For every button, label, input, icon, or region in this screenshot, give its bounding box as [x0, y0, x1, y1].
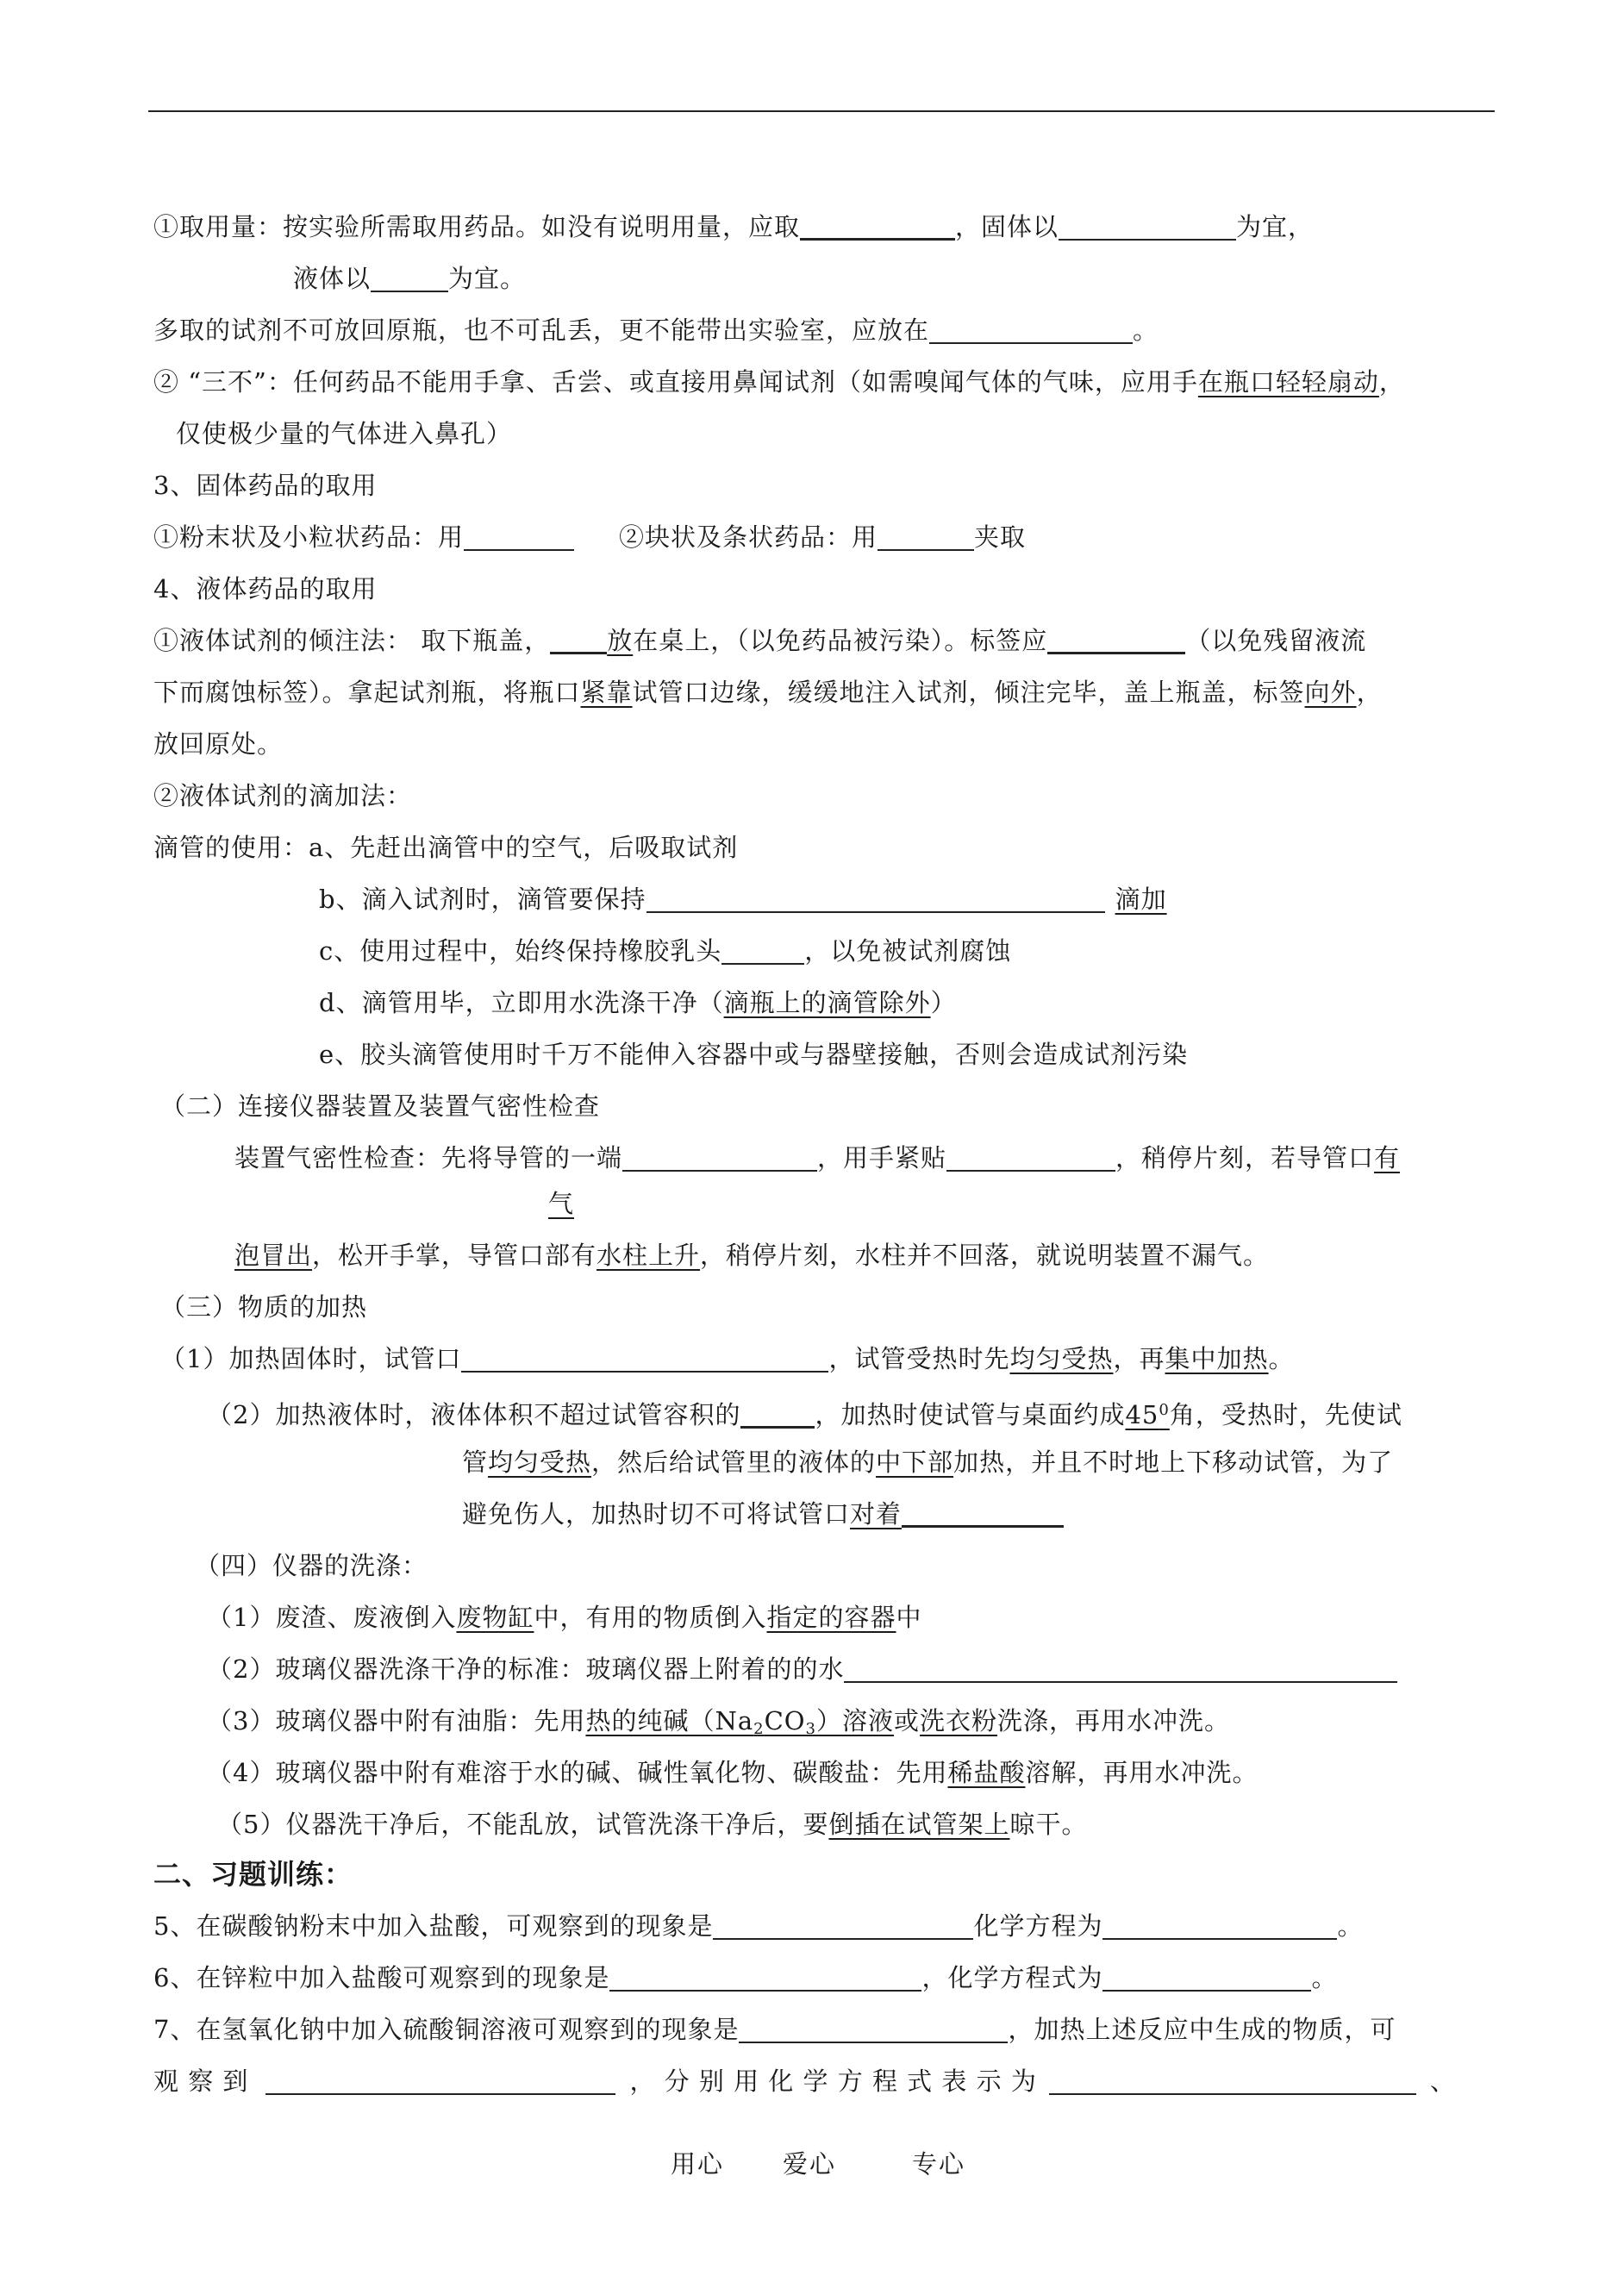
underlined-answer: 集中加热 [1165, 1344, 1269, 1373]
text: 液体以 [293, 264, 372, 293]
text: 仅使极少量的气体进入鼻孔） [176, 419, 513, 448]
line-three-nots-cont [176, 416, 512, 451]
text: ② “三不”：任何药品不能用手拿、舌尝、或直接用鼻闻试剂（如需嗅闻气体的气味，应用手 [153, 367, 1198, 397]
text: 试管口边缘，缓缓地注入试剂，倾注完毕，盖上瓶盖，标签 [632, 678, 1305, 707]
fill-blank[interactable] [265, 2067, 615, 2095]
text: （二）连接仪器装置及装置气密性检查 [160, 1091, 601, 1121]
question-7-cont [153, 2064, 1456, 2098]
text: d、滴管用毕，立即用水洗涤干净（ [319, 988, 724, 1017]
text: 中 [896, 1603, 922, 1632]
fill-blank[interactable] [550, 626, 607, 654]
text: ， [1356, 678, 1383, 707]
fill-blank[interactable] [713, 1912, 973, 1940]
subscript: 2 [753, 1720, 765, 1738]
underlined-answer: 稀盐酸 [947, 1758, 1026, 1787]
underlined-answer: 废物缸 [456, 1603, 534, 1632]
fill-blank[interactable] [1049, 2067, 1416, 2095]
subscript: 3 [805, 1720, 816, 1738]
question-5 [153, 1909, 1363, 1943]
text: ②液体试剂的滴加法： [153, 781, 413, 810]
fill-blank[interactable] [721, 937, 804, 965]
fill-blank[interactable] [461, 1345, 828, 1373]
underlined-answer: 泡冒出 [234, 1241, 313, 1270]
text: （四）仪器的洗涤： [195, 1551, 428, 1580]
footer-text-2: 爱心 [783, 2149, 837, 2179]
underlined-answer: 有 [1374, 1143, 1401, 1173]
line-dropping-method [153, 779, 412, 813]
question-6 [153, 1960, 1337, 1995]
line-dropper-e [319, 1037, 1188, 1072]
text: ，再 [1113, 1344, 1165, 1373]
underlined-answer: 均匀受热 [1009, 1344, 1114, 1373]
text: 4、液体药品的取用 [153, 574, 378, 603]
line-airtight-wrap [548, 1186, 574, 1221]
text: ，化学方程式为 [921, 1963, 1103, 1992]
text: 洗涤，再用水冲洗。 [997, 1706, 1231, 1735]
line-solid-tools [153, 520, 1026, 554]
fill-blank[interactable] [646, 885, 1105, 913]
text: 下而腐蚀标签）。拿起试剂瓶，将瓶口 [153, 678, 581, 707]
fill-blank[interactable] [946, 1144, 1115, 1172]
line-heat-liquid [207, 1393, 1402, 1432]
section-exercises [153, 1857, 353, 1892]
text: 6、在锌粒中加入盐酸可观察到的现象是 [153, 1963, 610, 1992]
fill-blank[interactable] [1059, 213, 1236, 241]
line-usage-amount [153, 209, 1314, 244]
fill-blank[interactable] [844, 1655, 1397, 1683]
text: 角，受热时，先使试 [1169, 1400, 1402, 1429]
underlined-answer: 紧靠 [580, 678, 633, 707]
fill-blank[interactable] [609, 1964, 921, 1992]
footer-text-3: 专心 [912, 2149, 966, 2179]
fill-blank[interactable] [800, 212, 955, 241]
text: ，固体以 [955, 212, 1059, 241]
text: 二、习题训练： [153, 1858, 353, 1891]
underlined-answer: 中下部 [876, 1448, 954, 1477]
text: 化学方程为 [973, 1911, 1103, 1941]
fill-blank[interactable] [1102, 1964, 1311, 1992]
section-solid-reagents [153, 468, 377, 503]
text: 放回原处。 [153, 729, 284, 759]
text: 5、在碳酸钠粉末中加入盐酸，可观察到的现象是 [153, 1911, 714, 1941]
text: 管 [462, 1448, 489, 1477]
underlined-answer: 在试管架上 [880, 1810, 1010, 1839]
text: 热的纯碱（Na [585, 1706, 754, 1735]
text: ，加热时使试管与桌面约成 [815, 1400, 1126, 1429]
text: （1）加热固体时，试管口 [160, 1344, 462, 1373]
underlined-answer: 水柱上升 [597, 1241, 701, 1270]
text: ①粉末状及小粒状药品：用 [153, 522, 465, 552]
fill-blank[interactable] [622, 1144, 817, 1172]
text: ，以免被试剂腐蚀 [804, 936, 1012, 966]
text: 晾干。 [1009, 1810, 1088, 1839]
line-dropper-c [319, 934, 1011, 968]
fill-blank[interactable] [1047, 626, 1185, 654]
section-washing [195, 1548, 428, 1583]
text: （2）加热液体时，液体体积不超过试管容积的 [207, 1400, 741, 1429]
section-airtightness [160, 1089, 600, 1123]
text: 为宜， [1236, 212, 1315, 241]
line-heat-liquid-end [462, 1497, 1064, 1531]
text: （2）玻璃仪器洗涤干净的标准：玻璃仪器上附着的的水 [207, 1654, 845, 1684]
text: 3、固体药品的取用 [153, 471, 378, 500]
underlined-answer: 均匀受热 [488, 1448, 592, 1477]
fill-blank[interactable] [739, 2016, 1008, 2043]
text: ， 分 别 用 化 学 方 程 式 表 示 为 [629, 2067, 1037, 2096]
underlined-answer: 滴加 [1115, 885, 1167, 914]
line-heat-liquid-cont [462, 1445, 1393, 1479]
text: ②块状及条状药品：用 [619, 522, 878, 552]
text: （以免残留液流 [1185, 626, 1367, 655]
text: 夹取 [974, 522, 1027, 552]
line-wash-1 [207, 1600, 922, 1635]
underlined-answer: 在瓶口轻轻扇动 [1197, 367, 1379, 397]
text: 。 [1337, 1911, 1364, 1941]
line-wash-3 [207, 1704, 1230, 1747]
text: 避免伤人，加热时切不可将试管口 [462, 1499, 851, 1529]
text: ①液体试剂的倾注法： 取下瓶盖， [153, 626, 551, 655]
text: 在桌上，（以免药品被污染）。标签应 [633, 626, 1048, 655]
fill-blank[interactable] [878, 523, 974, 551]
text: 。 [1311, 1963, 1338, 1992]
line-pouring-end [153, 727, 283, 761]
line-pouring-cont [153, 675, 1383, 710]
line-three-nots [153, 365, 1405, 399]
text: （5）仪器洗干净后，不能乱放，试管洗涤干净后，要 [217, 1810, 829, 1839]
text: 溶解，再用水冲洗。 [1025, 1758, 1259, 1787]
underlined-answer: 对着 [850, 1499, 903, 1529]
underlined-answer: 指定的容器 [766, 1603, 896, 1632]
text: ，用手紧贴 [817, 1143, 947, 1173]
text: 为宜。 [448, 264, 527, 293]
line-wash-5 [217, 1807, 1088, 1842]
fill-blank[interactable] [740, 1400, 815, 1429]
text: CO [764, 1706, 806, 1735]
text: 多取的试剂不可放回原瓶，也不可乱丢，更不能带出实验室，应放在 [153, 316, 930, 345]
text: ①取用量：按实验所需取用药品。如没有说明用量，应取 [153, 212, 801, 241]
line-dropper-d [319, 985, 957, 1020]
text: （4）玻璃仪器中附有难溶于水的碱、碱性氧化物、碳酸盐：先用 [207, 1758, 948, 1787]
text: ）溶液 [816, 1706, 895, 1735]
line-pouring [153, 623, 1366, 658]
fill-blank[interactable] [464, 523, 574, 551]
text: 、 [1429, 2067, 1456, 2096]
text: ， [1378, 367, 1405, 397]
fill-blank[interactable] [902, 1499, 1064, 1528]
text: 装置气密性检查：先将导管的一端 [234, 1143, 623, 1173]
text: 。 [1133, 316, 1159, 345]
line-heat-solid [160, 1341, 1295, 1376]
text: 加热，并且不时地上下移动试管，为了 [953, 1448, 1394, 1477]
underlined-answer: 洗衣粉 [920, 1706, 998, 1735]
line-airtight-result [234, 1238, 1269, 1273]
text: 或 [894, 1706, 921, 1735]
text: 7、在氢氧化钠中加入硫酸铜溶液可观察到的现象是 [153, 2015, 740, 2044]
text: 观 察 到 [153, 2067, 249, 2096]
underlined-answer: 向外 [1304, 678, 1357, 707]
footer-text-1: 用心 [671, 2149, 725, 2179]
text: ） [930, 988, 957, 1017]
text: ，稍停片刻，水柱并不回落，就说明装置不漏气。 [700, 1241, 1270, 1270]
text: （3）玻璃仪器中附有油脂：先用 [207, 1706, 586, 1735]
fill-blank[interactable] [1102, 1912, 1337, 1940]
section-heating [160, 1290, 367, 1324]
text: （三）物质的加热 [160, 1292, 368, 1322]
degree-mark: 0 [1159, 1401, 1170, 1419]
line-dropper-b [319, 882, 1167, 916]
text: ，松开手掌，导管口部有 [312, 1241, 597, 1270]
text: c、使用过程中，始终保持橡胶乳头 [319, 936, 722, 966]
line-dropper-a [153, 830, 738, 865]
line-wash-4 [207, 1755, 1258, 1790]
line-liquid-amount [293, 261, 526, 296]
fill-blank[interactable] [371, 265, 448, 292]
question-7 [153, 2012, 1396, 2047]
underlined-answer: 滴瓶上的滴管除外 [723, 988, 931, 1017]
text: ，稍停片刻，若导管口 [1115, 1143, 1375, 1173]
text: ，然后给试管里的液体的 [591, 1448, 877, 1477]
text: 。 [1268, 1344, 1295, 1373]
angle-value: 45 [1125, 1400, 1159, 1429]
text: e、胶头滴管使用时千万不能伸入容器中或与器壁接触，否则会造成试剂污染 [319, 1040, 1189, 1069]
line-excess-reagent [153, 313, 1159, 347]
text: ，试管受热时先 [828, 1344, 1010, 1373]
text: 中，有用的物质倒入 [534, 1603, 767, 1632]
underlined-answer: 气 [548, 1189, 575, 1218]
text: b、滴入试剂时，滴管要保持 [319, 885, 646, 914]
underlined-answer: 倒插 [828, 1810, 881, 1839]
text: ，加热上述反应中生成的物质，可 [1008, 2015, 1396, 2044]
header-rule [148, 110, 1495, 112]
text: （1）废渣、废液倒入 [207, 1603, 457, 1632]
underlined-answer: 放 [607, 626, 634, 655]
line-wash-2 [207, 1652, 1397, 1686]
fill-blank[interactable] [929, 316, 1133, 344]
line-airtight-check [234, 1141, 1400, 1175]
text: 滴管的使用：a、先赶出滴管中的空气，后吸取试剂 [153, 833, 739, 862]
section-liquid-reagents [153, 572, 377, 606]
